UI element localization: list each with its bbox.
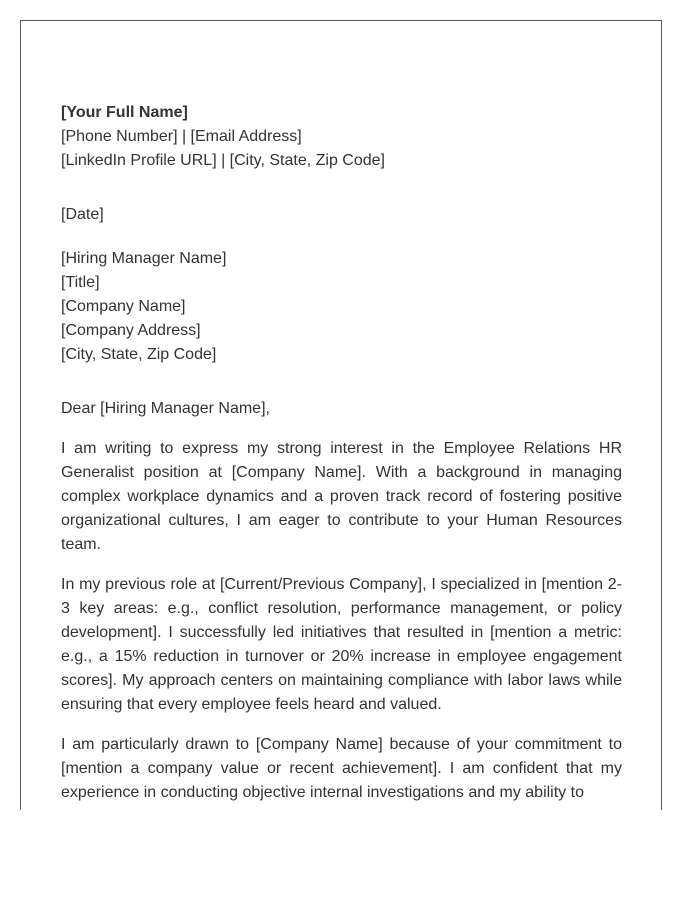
sender-name: [Your Full Name] (61, 104, 188, 121)
recipient-company-name: [Company Name] (61, 298, 186, 315)
spacer (61, 421, 622, 437)
recipient-block (61, 247, 622, 367)
letter-body (61, 101, 622, 810)
body-paragraph-2: In my previous role at [Current/Previous Company], I specialized in [mention 2-3 key areas: e.g., conflict resolution, performance management, or policy development]. I successfully led initiatives that resulted in [mention a metric: e.g., a 15% reduction in turnover or 20% increase in employee engagement scores]. My approach centers on maintaining compliance with labor laws while ensuring that every employee feels heard and valued. (61, 576, 622, 713)
recipient-city-state-zip: [City, State, Zip Code] (61, 346, 217, 363)
recipient-company-address: [Company Address] (61, 322, 201, 339)
spacer (61, 227, 622, 247)
spacer (61, 367, 622, 397)
sender-block (61, 101, 622, 173)
body-paragraph-3: I am particularly drawn to [Company Name] because of your commitment to [mention a company value or recent achievement]. I am confident that my experience in conducting objective internal investigations and my ability to (61, 736, 622, 801)
letter-page (20, 20, 662, 810)
sender-location: [LinkedIn Profile URL] | [City, State, Zip Code] (61, 152, 385, 169)
sender-contact: [Phone Number] | [Email Address] (61, 128, 302, 145)
letter-date: [Date] (61, 206, 104, 223)
recipient-title: [Title] (61, 274, 100, 291)
body-paragraph-1: I am writing to express my strong interest in the Employee Relations HR Generalist position at [Company Name]. With a background in managing complex workplace dynamics and a proven track record of fostering positive organizational cultures, I am eager to contribute to your Human Resources team. (61, 440, 622, 553)
spacer (61, 173, 622, 203)
salutation: Dear [Hiring Manager Name], (61, 400, 270, 417)
recipient-manager-name: [Hiring Manager Name] (61, 250, 227, 267)
